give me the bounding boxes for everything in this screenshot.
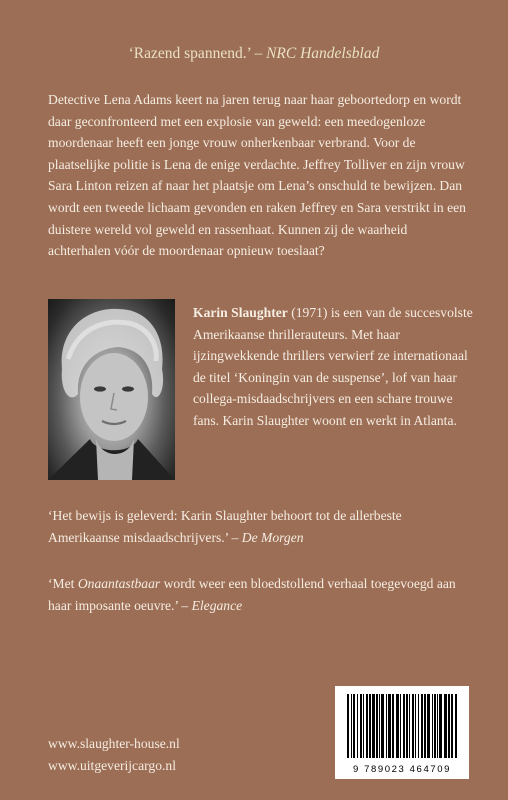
barcode-bar: [455, 694, 457, 758]
barcode-bar: [432, 694, 433, 758]
author-bio-text: (1971) is een van de succesvolste Amerikaanse thrillerauteurs. Met haar ijzingwekkende thrillers verwierf ze internationaal de titel ‘Koningin van de suspense’, lof van haar collega-misdaadschrijvers en een schare trouwe fans. Karin Slaughter woont en werkt in Atlanta.: [193, 305, 473, 428]
barcode-bar: [409, 694, 410, 758]
barcode-bar: [451, 694, 453, 758]
barcode-bar: [396, 694, 399, 758]
quote-2-text-end: wordt weer een bloedstollend verhaal toegevoegd aan haar imposante oeuvre.’ –: [48, 576, 456, 613]
top-quote-source: NRC Handelsblad: [266, 45, 380, 62]
barcode-bar: [357, 694, 358, 758]
barcode-bar: [360, 694, 362, 758]
author-photo: [48, 299, 175, 480]
barcode-bar: [406, 694, 408, 758]
barcode-bar: [388, 694, 391, 758]
barcode-bar: [427, 694, 430, 758]
barcode-bars: [335, 686, 469, 764]
barcode-bar: [437, 694, 438, 758]
barcode-bar: [418, 694, 419, 758]
top-review-quote: [0, 45, 508, 63]
barcode-bar: [353, 694, 355, 758]
website-list: [48, 733, 180, 776]
barcode-bar: [369, 694, 371, 758]
review-quote-de-morgen: [48, 505, 468, 548]
author-name: Karin Slaughter: [193, 305, 288, 320]
quote-2-source: Elegance: [191, 597, 243, 613]
book-synopsis: Detective Lena Adams keert na jaren terug naar haar geboortedorp en wordt daar geconfronteerd met een explosie van geweld: een meedogenloze moordenaar heeft een jonge vrouw onherkenbaar verbrand. Voor de plaatselijke politie is Lena de enige verdachte. Jeffrey Tolliver en zijn vrouw Sara Linton reizen af naar het plaatsje om Lena’s onschuld te bewijzen. Dan wordt een tweede lichaam gevonden en raken Jeffrey en Sara verstrikt in een duistere wereld vol geweld en rassenhaat. Kunnen zij de waarheid achterhalen vóór de moordenaar opnieuw toeslaat?: [48, 92, 466, 259]
barcode-bar: [424, 694, 426, 758]
quote-2-book-title: Onaantastbaar: [77, 576, 161, 591]
review-quote-elegance: [48, 573, 468, 616]
barcode-bar: [392, 694, 394, 758]
website-link-uitgeverijcargo[interactable]: www.uitgeverijcargo.nl: [48, 757, 176, 773]
author-portrait-image: [48, 299, 175, 480]
barcode-bar: [363, 694, 364, 758]
barcode-bar: [421, 694, 423, 758]
quote-2-text-start: ‘Met: [48, 576, 75, 591]
author-bio: [193, 302, 473, 432]
barcode-bar: [412, 694, 414, 758]
top-quote-text: ‘Razend spannend.’ –: [128, 45, 263, 62]
barcode-bar: [403, 694, 405, 758]
barcode-bar: [415, 694, 416, 758]
isbn-barcode: [335, 686, 469, 779]
barcode-bar: [347, 694, 349, 758]
barcode-bar: [444, 694, 447, 758]
barcode-bar: [372, 694, 375, 758]
quote-1-text: ‘Het bewijs is geleverd: Karin Slaughter behoort tot de allerbeste Amerikaanse misdaadschrijvers.’ –: [48, 508, 402, 545]
barcode-bar: [448, 694, 450, 758]
barcode-bar: [351, 694, 352, 758]
isbn-number: 9 789023 464709: [353, 764, 451, 775]
barcode-bar: [376, 694, 378, 758]
quote-1-source: De Morgen: [241, 529, 304, 545]
barcode-bar: [366, 694, 368, 758]
barcode-bar: [379, 694, 380, 758]
barcode-bar: [439, 694, 442, 758]
website-link-slaughter-house[interactable]: www.slaughter-house.nl: [48, 736, 180, 751]
barcode-bar: [400, 694, 401, 758]
barcode-bar: [434, 694, 436, 758]
barcode-bar: [386, 694, 387, 758]
barcode-bar: [381, 694, 384, 758]
